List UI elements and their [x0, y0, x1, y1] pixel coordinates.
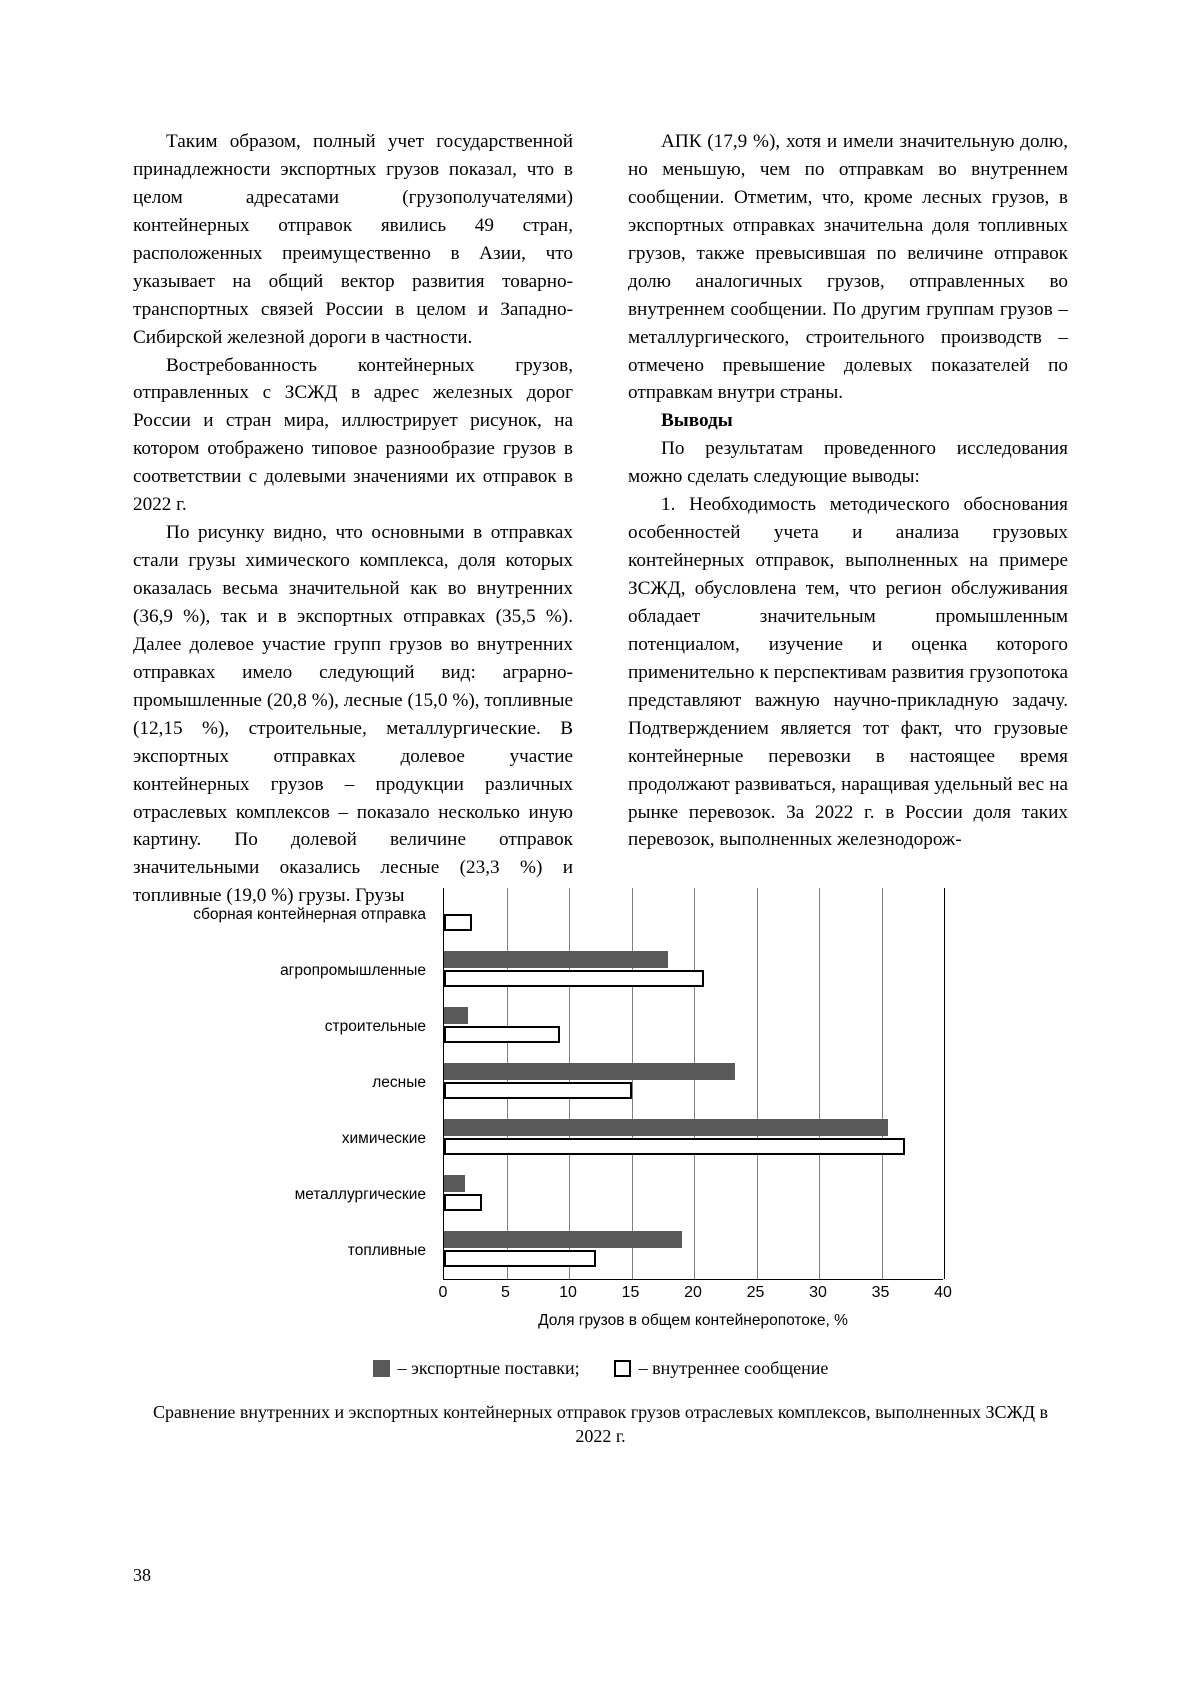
chart-category-label: агропромышленные [280, 962, 426, 979]
right-column [628, 128, 1068, 910]
internal-swatch-icon [614, 1360, 631, 1377]
chart-category-label: лесные [372, 1074, 426, 1091]
chart-x-tick: 15 [621, 1284, 640, 1301]
legend-item-export [373, 1358, 580, 1379]
chart-legend [133, 1358, 1068, 1379]
chart-x-tick: 0 [438, 1284, 448, 1301]
bar-internal [444, 914, 472, 931]
chart-x-tick: 25 [746, 1284, 765, 1301]
bar-internal [444, 970, 704, 987]
paragraph: 1. Необходимость методического обоснования особенностей учета и анализа грузовых контейнерных отправок, выполненных на примере ЗСЖД, обусловлена тем, что регион обслуживания обладает значительным промышленным потенциалом, изучение и оценка которого применительно к перспективам развития грузопотока представляют важную научно-прикладную задачу. Подтверждением является тот факт, что грузовые контейнерные перевозки в настоящее время продолжают развиваться, наращивая удельный вес на рынке перевозок. За 2022 г. в России доля таких перевозок, выполненных железнодорож- [628, 494, 1068, 851]
chart-bar-group [444, 944, 943, 1000]
paragraph: Востребованность контейнерных грузов, отправленных с ЗСЖД в адрес железных дорог России и стран мира, иллюстрирует рисунок, на котором отображено типовое разнообразие грузов в соответствии с долевыми значениями их отправок в 2022 г. [133, 354, 573, 516]
chart-category-label: сборная контейнерная отправка [193, 906, 426, 923]
legend-label-export: – экспортные поставки; [397, 1358, 580, 1378]
bar-export [444, 1231, 682, 1248]
chart-x-tick: 30 [809, 1284, 827, 1301]
chart-bar-group [444, 1112, 943, 1168]
figure [133, 880, 1068, 1447]
bar-internal [444, 1250, 596, 1267]
chart-bar-group [444, 1224, 943, 1280]
bar-export [444, 951, 668, 968]
legend-label-internal: – внутреннее сообщение [638, 1358, 829, 1378]
paragraph: АПК (17,9 %), хотя и имели значительную долю, но меньшую, чем по отправкам во внутреннем сообщении. Отметим, что, кроме лесных грузов, в экспортных отправках значительна доля топливных грузов, также превысившая по величине отправок долю аналогичных грузов, отправленных во внутреннем сообщении. По другим группам грузов – металлургического, строительного производств – отмечено превышение долевых показателей по отправкам внутри страны. [628, 131, 1068, 404]
chart-category-label: топливные [347, 1242, 426, 1259]
bar-export [444, 1175, 465, 1192]
paragraph: Таким образом, полный учет государственной принадлежности экспортных грузов показал, что в целом адресатами (грузополучателями) контейнерных отправок явились 49 стран, расположенных преимущественно в Азии, что указывает на общий вектор развития товарно-транспортных связей России в целом и Западно-Сибирской железной дороги в частности. [133, 131, 573, 348]
legend-item-internal [614, 1358, 829, 1379]
chart-x-tick: 5 [501, 1284, 510, 1301]
chart-bar-group [444, 1168, 943, 1224]
chart-x-tick: 10 [559, 1284, 577, 1301]
chart-x-tick: 35 [871, 1284, 890, 1301]
chart-bar-group [444, 1000, 943, 1056]
left-column [133, 128, 573, 910]
chart-bar-group [444, 1056, 943, 1112]
section-heading: Выводы [661, 410, 733, 432]
chart-category-label: химические [341, 1130, 426, 1147]
bar-export [444, 1063, 735, 1080]
bar-export [444, 1007, 468, 1024]
bar-internal [444, 1082, 632, 1099]
chart-gridline [944, 888, 945, 1279]
chart-x-tick: 20 [684, 1284, 702, 1301]
bar-export [444, 1119, 888, 1136]
chart-x-axis-title: Доля грузов в общем контейнеропотоке, % [538, 1312, 848, 1329]
paragraph: По результатам проведенного исследования можно сделать следующие выводы: [628, 438, 1068, 488]
text-columns [133, 128, 1068, 910]
export-swatch-icon [373, 1360, 390, 1377]
bar-internal [444, 1026, 560, 1043]
bar-internal [444, 1194, 482, 1211]
bar-chart [133, 880, 1068, 1329]
chart-category-label: металлургические [294, 1186, 426, 1203]
chart-bar-group [444, 888, 943, 944]
chart-x-tick: 40 [934, 1284, 952, 1301]
page-number: 38 [133, 1565, 151, 1585]
paragraph: По рисунку видно, что основными в отправках стали грузы химического комплекса, доля которых оказалась весьма значительной как во внутренних (36,9 %), так и в экспортных отправках (35,5 %). Далее долевое участие групп грузов во внутренних отправках имело следующий вид: аграрно-промышленные (20,8 %), лесные (15,0 %), топливные (12,15 %), строительные, металлургические. В экспортных отправках долевое участие контейнерных грузов – продукции различных отраслевых комплексов – показало несколько иную картину. По долевой величине отправок значительными оказались лесные (23,3 %) и топливные (19,0 %) грузы. Грузы [133, 522, 573, 907]
chart-category-label: строительные [324, 1018, 426, 1035]
chart-plot-area [443, 888, 943, 1280]
figure-caption: Сравнение внутренних и экспортных контейнерных отправок грузов отраслевых комплексов, выполненных ЗСЖД в 2022 г. [153, 1402, 1048, 1447]
bar-internal [444, 1138, 905, 1155]
